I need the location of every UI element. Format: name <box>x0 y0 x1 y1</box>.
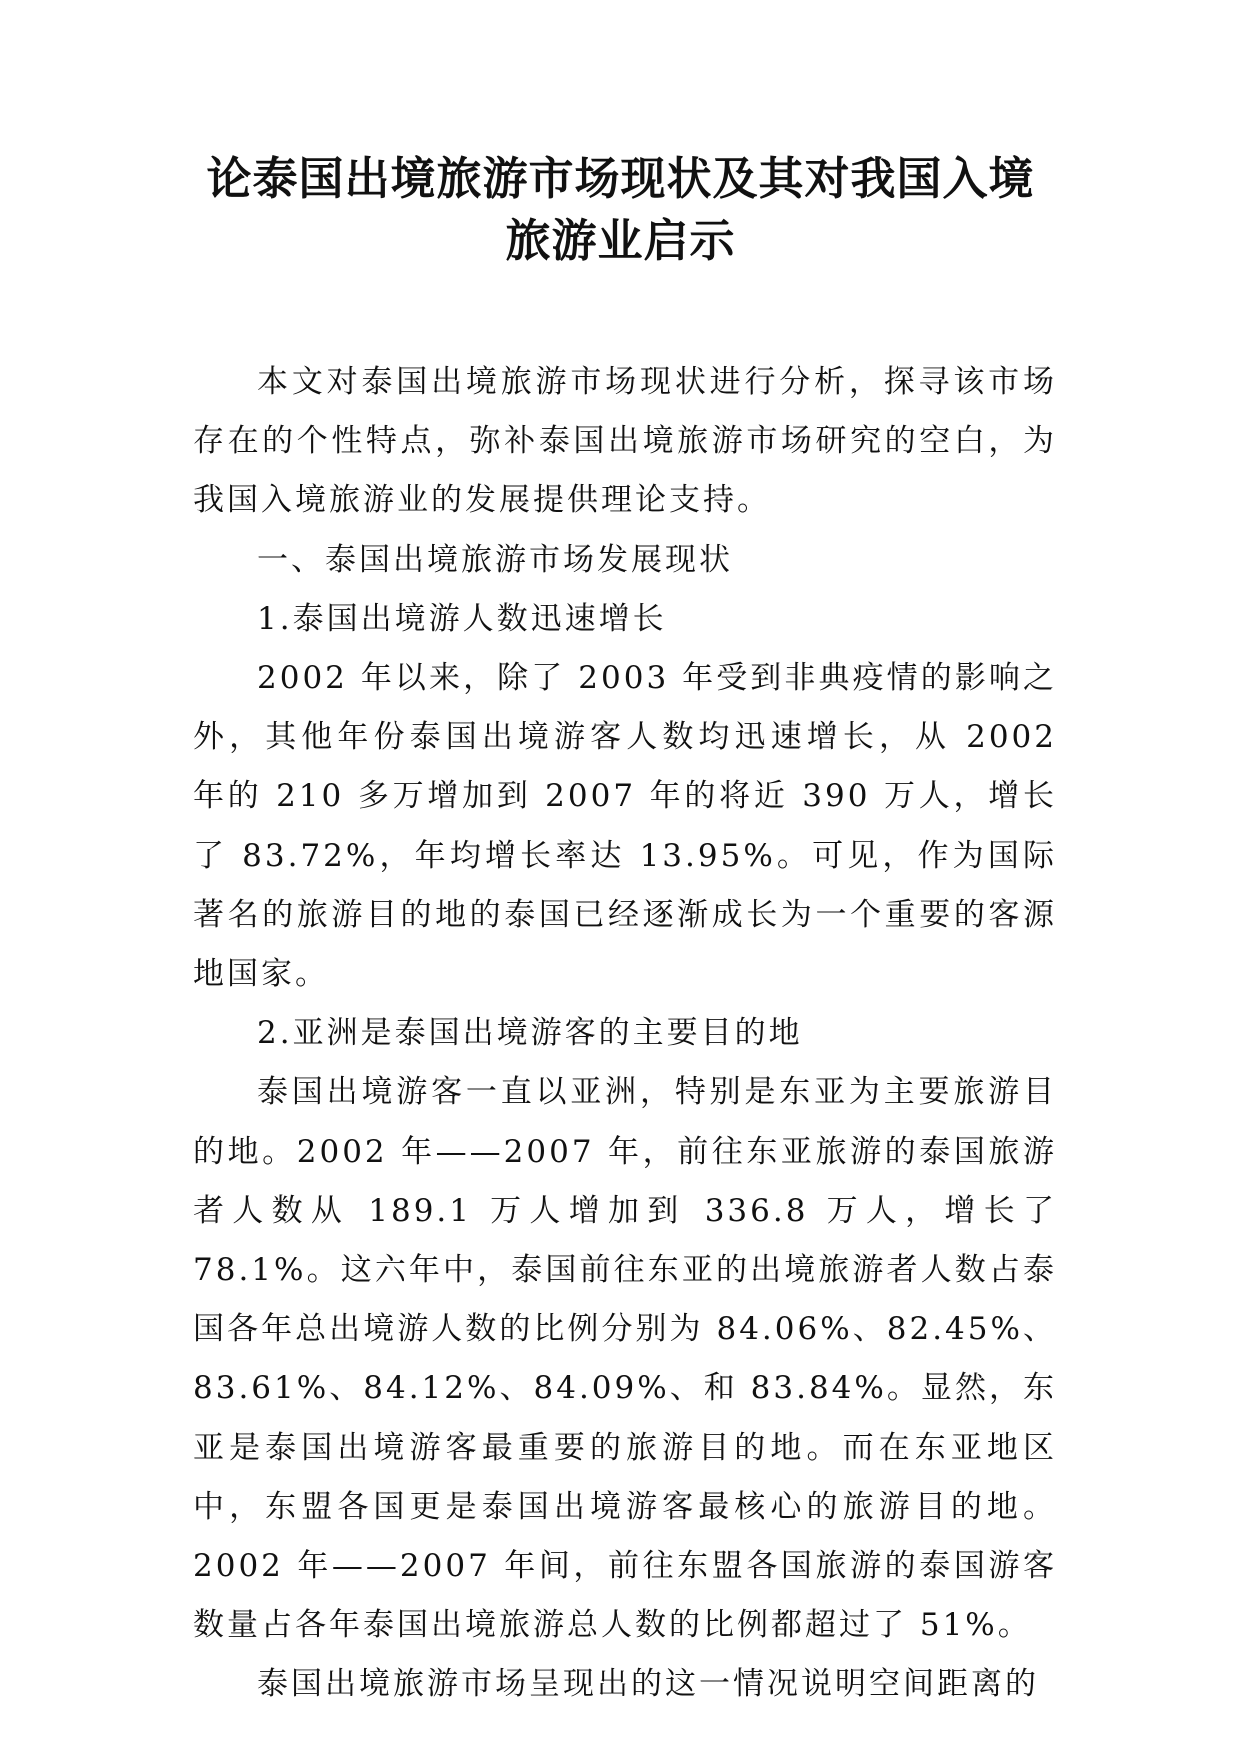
document-title <box>150 148 1091 272</box>
body-paragraph: 泰国出境旅游市场呈现出的这一情况说明空间距离的 <box>257 1666 1039 1703</box>
body-paragraph: 泰国出境游客一直以亚洲，特别是东亚为主要旅游目的地。2002 年——2007 年，前往东亚旅游的泰国旅游者人数从 189.1 万人增加到 336.8 万人，增长了 78.1%。这六年中，泰国前往东亚的出境旅游者人数占泰国各年总出境游人数的比例分别为 84.06%、82.45%、83.61%、84.12%、84.09%、和 83.84%。显然，东亚是泰国出境游客最重要的旅游目的地。而在东亚地区中，东盟各国更是泰国出境游客最核心的旅游目的地。2002 年——2007 年间，前往东盟各国旅游的泰国游客数量占各年泰国出境旅游总人数的比例都超过了 51%。 <box>193 1074 1057 1644</box>
body-paragraph: 2002 年以来，除了 2003 年受到非典疫情的影响之外，其他年份泰国出境游客人数均迅速增长，从 2002 年的 210 多万增加到 2007 年的将近 390 万人，增长了 83.72%，年均增长率达 13.95%。可见，作为国际著名的旅游目的地的泰国已经逐渐成长为一个重要的客源地国家。 <box>193 660 1057 993</box>
section-heading-1: 一、泰国出境旅游市场发展现状 <box>257 541 733 578</box>
title-line-2: 旅游业启示 <box>505 214 736 267</box>
subsection-heading-2: 2.亚洲是泰国出境游客的主要目的地 <box>257 1015 803 1052</box>
title-line-1: 论泰国出境旅游市场现状及其对我国入境 <box>206 152 1035 205</box>
document-body <box>193 353 1057 1715</box>
subsection-heading-1: 1.泰国出境游人数迅速增长 <box>257 600 667 637</box>
intro-paragraph: 本文对泰国出境旅游市场现状进行分析，探寻该市场存在的个性特点，弥补泰国出境旅游市场研究的空白，为我国入境旅游业的发展提供理论支持。 <box>193 364 1057 519</box>
